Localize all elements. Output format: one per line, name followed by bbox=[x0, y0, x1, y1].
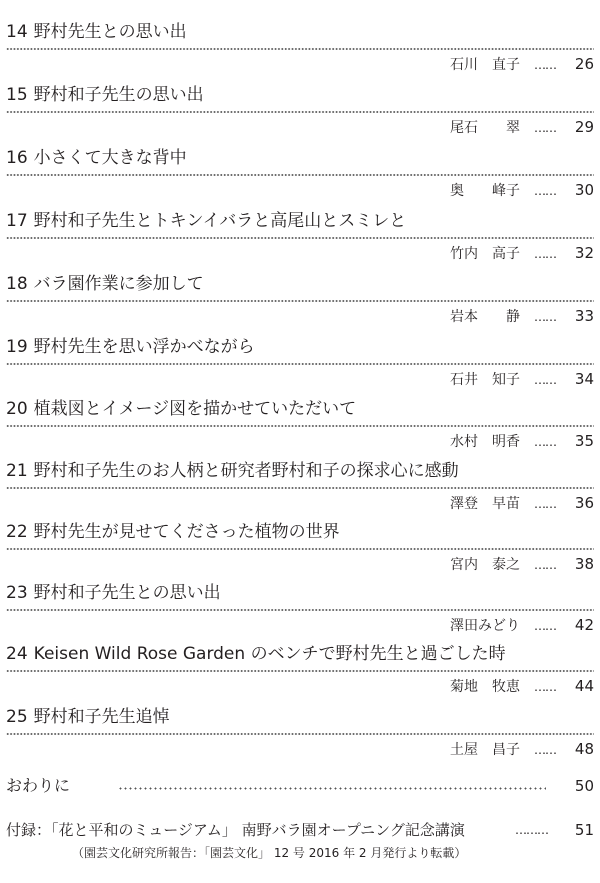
dot-leader: …… bbox=[534, 58, 556, 72]
entry-title: 野村和子先生の思い出 bbox=[33, 85, 204, 105]
dot-leader: …… bbox=[534, 743, 556, 757]
entry-author-row bbox=[450, 242, 594, 264]
entry-author-row bbox=[450, 116, 594, 138]
entry-page-number: 34 bbox=[574, 370, 594, 388]
entry-author: 水村 明香 bbox=[450, 434, 520, 450]
entry-title-row bbox=[6, 642, 506, 666]
entry-number: 25 bbox=[6, 707, 28, 727]
dotted-rule bbox=[6, 732, 594, 736]
entry-title: 野村和子先生との思い出 bbox=[33, 583, 221, 603]
entry-title: Keisen Wild Rose Garden のベンチで野村先生と過ごした時 bbox=[33, 644, 506, 664]
appendix-entry bbox=[6, 817, 594, 843]
entry-page-number: 29 bbox=[574, 118, 594, 136]
entry-number: 19 bbox=[6, 337, 28, 357]
entry-author: 石井 知子 bbox=[450, 372, 520, 388]
closing-entry bbox=[6, 773, 594, 799]
entry-page-number: 48 bbox=[574, 740, 594, 758]
entry-author-row bbox=[450, 492, 594, 514]
entry-author-row bbox=[450, 53, 594, 75]
appendix-source-note: （園芸文化研究所報告：「園芸文化」 12 号 2016 年 2 月発行より転載） bbox=[72, 846, 467, 860]
entry-title-row bbox=[6, 581, 221, 605]
entry-page-number: 36 bbox=[574, 494, 594, 512]
toc-entry bbox=[6, 642, 594, 702]
dotted-rule bbox=[6, 236, 594, 240]
entry-title-row bbox=[6, 20, 187, 44]
dotted-rule bbox=[6, 47, 594, 51]
entry-title-row bbox=[6, 397, 356, 421]
dotted-rule bbox=[6, 173, 594, 177]
entry-title-row bbox=[6, 459, 459, 483]
entry-page-number: 42 bbox=[574, 616, 594, 634]
entry-number: 16 bbox=[6, 148, 28, 168]
entry-title: バラ園作業に参加して bbox=[33, 274, 204, 294]
dot-leader bbox=[118, 787, 546, 790]
dotted-rule bbox=[6, 608, 594, 612]
entry-number: 15 bbox=[6, 85, 28, 105]
entry-title: 小さくて大きな背中 bbox=[33, 148, 187, 168]
entry-number: 24 bbox=[6, 644, 28, 664]
entry-author-row bbox=[450, 430, 594, 452]
entry-number: 22 bbox=[6, 522, 28, 542]
toc-entry bbox=[6, 581, 594, 641]
dotted-rule bbox=[6, 424, 594, 428]
toc-entry bbox=[6, 335, 594, 395]
toc-entry bbox=[6, 705, 594, 765]
dot-leader: …… bbox=[534, 680, 556, 694]
entry-author: 土屋 昌子 bbox=[450, 742, 520, 758]
entry-author: 岩本 静 bbox=[450, 309, 520, 325]
entry-title: 野村先生との思い出 bbox=[33, 22, 187, 42]
entry-title: 野村先生を思い浮かべながら bbox=[33, 337, 255, 357]
dot-leader: …… bbox=[534, 435, 556, 449]
appendix-page-number: 51 bbox=[574, 821, 594, 839]
dot-leader: ……… bbox=[515, 823, 548, 837]
entry-title-row bbox=[6, 705, 170, 729]
entry-title-row bbox=[6, 520, 340, 544]
dotted-rule bbox=[6, 486, 594, 490]
entry-title: 野村和子先生のお人柄と研究者野村和子の探求心に感動 bbox=[33, 461, 459, 481]
entry-number: 21 bbox=[6, 461, 28, 481]
entry-author-row bbox=[450, 614, 594, 636]
entry-title: 野村和子先生追悼 bbox=[33, 707, 170, 727]
entry-author: 宮内 泰之 bbox=[450, 557, 520, 573]
toc-entry bbox=[6, 520, 594, 580]
entry-page-number: 30 bbox=[574, 181, 594, 199]
dotted-rule bbox=[6, 362, 594, 366]
entry-title-row bbox=[6, 272, 204, 296]
toc-entry bbox=[6, 397, 594, 457]
entry-author-row bbox=[450, 368, 594, 390]
entry-page-number: 26 bbox=[574, 55, 594, 73]
dot-leader: …… bbox=[534, 184, 556, 198]
entry-author: 菊地 牧恵 bbox=[450, 679, 520, 695]
entry-page-number: 35 bbox=[574, 432, 594, 450]
entry-page-number: 32 bbox=[574, 244, 594, 262]
entry-page-number: 33 bbox=[574, 307, 594, 325]
dot-leader: …… bbox=[534, 558, 556, 572]
dotted-rule bbox=[6, 110, 594, 114]
toc-entry bbox=[6, 146, 594, 206]
entry-number: 20 bbox=[6, 399, 28, 419]
entry-author: 澤田みどり bbox=[450, 618, 520, 634]
entry-author: 石川 直子 bbox=[450, 57, 520, 73]
dot-leader: …… bbox=[534, 310, 556, 324]
toc-entry bbox=[6, 83, 594, 143]
entry-title-row bbox=[6, 335, 255, 359]
entry-title-row bbox=[6, 209, 406, 233]
entry-title: 野村和子先生とトキンイバラと高尾山とスミレと bbox=[33, 211, 407, 231]
entry-author: 澤登 早苗 bbox=[450, 496, 520, 512]
dotted-rule bbox=[6, 669, 594, 673]
dot-leader: …… bbox=[534, 619, 556, 633]
entry-page-number: 38 bbox=[574, 555, 594, 573]
toc-entry bbox=[6, 20, 594, 80]
entry-title: 野村先生が見せてくださった植物の世界 bbox=[33, 522, 340, 542]
dot-leader: …… bbox=[534, 497, 556, 511]
closing-page-number: 50 bbox=[574, 777, 594, 795]
entry-number: 18 bbox=[6, 274, 28, 294]
dotted-rule bbox=[6, 547, 594, 551]
entry-number: 23 bbox=[6, 583, 28, 603]
entry-author: 竹内 高子 bbox=[450, 246, 520, 262]
entry-number: 14 bbox=[6, 22, 28, 42]
dot-leader: …… bbox=[534, 121, 556, 135]
entry-title-row bbox=[6, 146, 187, 170]
entry-author-row bbox=[450, 738, 594, 760]
entry-author-row bbox=[450, 179, 594, 201]
entry-author-row bbox=[450, 553, 594, 575]
toc-entry bbox=[6, 272, 594, 332]
entry-author-row bbox=[450, 305, 594, 327]
entry-page-number: 44 bbox=[574, 677, 594, 695]
closing-title: おわりに bbox=[6, 776, 71, 795]
dot-leader: …… bbox=[534, 247, 556, 261]
toc-entry bbox=[6, 209, 594, 269]
dotted-rule bbox=[6, 299, 594, 303]
entry-title: 植栽図とイメージ図を描かせていただいて bbox=[33, 399, 357, 419]
entry-number: 17 bbox=[6, 211, 28, 231]
entry-title-row bbox=[6, 83, 204, 107]
appendix-title: 付録：「花と平和のミュージアム」 南野バラ園オープニング記念講演 bbox=[6, 821, 465, 839]
toc-entry bbox=[6, 459, 594, 519]
entry-author: 奥 峰子 bbox=[450, 183, 520, 199]
entry-author-row bbox=[450, 675, 594, 697]
dot-leader: …… bbox=[534, 373, 556, 387]
entry-author: 尾石 翠 bbox=[450, 120, 520, 136]
